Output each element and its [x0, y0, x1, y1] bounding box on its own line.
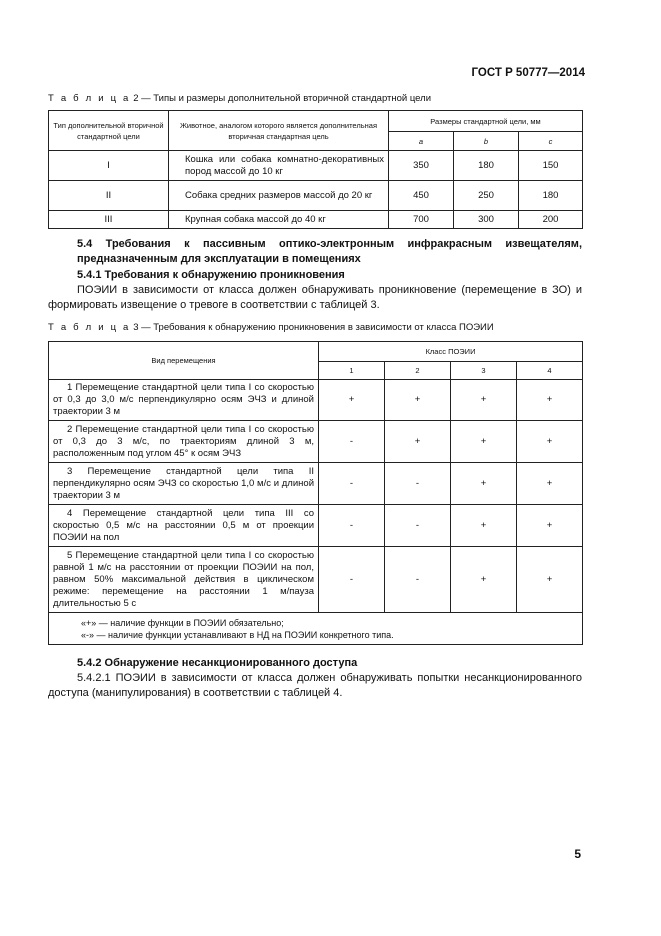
table2-cell-b: 300	[454, 211, 519, 229]
standard-number: ГОСТ Р 50777—2014	[471, 67, 585, 79]
table3-cell-class-2: +	[385, 421, 451, 463]
table2-cell-a: 350	[389, 151, 454, 181]
table2-cell-type: II	[49, 181, 169, 211]
table2-caption-text: — Типы и размеры дополнительной вторичной стандартной цели	[138, 93, 432, 104]
table3-header-class-4: 4	[517, 362, 583, 380]
table-row	[49, 380, 583, 421]
section-5-4-2-title: 5.4.2 Обнаружение несанкционированного доступа	[77, 657, 358, 669]
table2-cell-b: 180	[454, 151, 519, 181]
table3-cell-class-1: -	[319, 505, 385, 547]
table3	[48, 341, 583, 645]
table3-header-class-3: 3	[451, 362, 517, 380]
table-row	[49, 421, 583, 463]
table3-cell-class-4: +	[517, 421, 583, 463]
table3-cell-class-4: +	[517, 505, 583, 547]
table3-caption	[48, 322, 494, 333]
table-row	[49, 181, 583, 211]
table2-cell-c: 180	[519, 181, 583, 211]
table2-cell-type: III	[49, 211, 169, 229]
section-5-4-2-text: 5.4.2.1 ПОЭИИ в зависимости от класса должен обнаруживать попытки несанкционированного доступа (манипулирования) в соответствии с таблицей 4.	[48, 672, 582, 699]
table3-cell-movement: 1 Перемещение стандартной цели типа I со скоростью от 0,3 до 3,0 м/с перпендикулярно осям ЭЧЗ и длиной траектории 3 м	[49, 380, 319, 421]
table3-cell-class-2: -	[385, 505, 451, 547]
table3-header-class-2: 2	[385, 362, 451, 380]
table3-cell-class-2: -	[385, 463, 451, 505]
table-row	[49, 505, 583, 547]
table2-cell-b: 250	[454, 181, 519, 211]
table3-caption-prefix: Т а б л и ц а	[48, 322, 131, 333]
table3-cell-class-1: +	[319, 380, 385, 421]
table3-note-plus: «+» — наличие функции в ПОЭИИ обязательно;	[81, 617, 284, 628]
section-5-4-1-text: ПОЭИИ в зависимости от класса должен обнаруживать проникновение (перемещение в ЗО) и формировать извещение о тревоге в соответствии с таблицей 3.	[48, 284, 582, 311]
table3-cell-class-4: +	[517, 380, 583, 421]
page-number: 5	[574, 847, 581, 861]
table3-caption-text: — Требования к обнаружению проникновения в зависимости от класса ПОЭИИ	[138, 322, 494, 333]
table2-cell-c: 200	[519, 211, 583, 229]
table2-caption-number: 2	[133, 93, 139, 104]
table3-header-class-1: 1	[319, 362, 385, 380]
table2-cell-c: 150	[519, 151, 583, 181]
table3-cell-class-2: +	[385, 380, 451, 421]
table3-cell-class-1: -	[319, 421, 385, 463]
table2-cell-type: I	[49, 151, 169, 181]
table2-cell-animal: Кошка или собака комнатно-декоративных пород массой до 10 кг	[169, 151, 389, 181]
table2-caption-prefix: Т а б л и ц а	[48, 93, 131, 104]
table2-header-animal: Животное, аналогом которого является дополнительная вторичная стандартная цель	[169, 111, 389, 151]
table3-cell-movement: 2 Перемещение стандартной цели типа I со скоростью от 0,3 до 3 м/с, по траекториям длиной 3 м, расположенным под углом 45° к осям ЭЧЗ	[49, 421, 319, 463]
table2-cell-a: 700	[389, 211, 454, 229]
table3-cell-movement: 4 Перемещение стандартной цели типа III со скоростью 0,5 м/с на расстоянии 0,5 м от проекции ПОЭИИ на пол	[49, 505, 319, 547]
table2-cell-animal: Крупная собака массой до 40 кг	[169, 211, 389, 229]
table2	[48, 110, 583, 229]
table2-header-b: b	[454, 132, 519, 151]
table2-cell-animal: Собака средних размеров массой до 20 кг	[169, 181, 389, 211]
table2-cell-a: 450	[389, 181, 454, 211]
table3-cell-class-1: -	[319, 463, 385, 505]
table3-header-movement: Вид перемещения	[49, 342, 319, 380]
table-row	[49, 211, 583, 229]
table-row	[49, 463, 583, 505]
table3-header-class: Класс ПОЭИИ	[319, 342, 583, 362]
table3-cell-class-2: -	[385, 547, 451, 613]
table2-header-sizes: Размеры стандартной цели, мм	[389, 111, 583, 132]
table3-cell-movement: 5 Перемещение стандартной цели типа I со скоростью равной 1 м/с на расстоянии от проекции ПОЭИИ на пол, равном 50% максимальной действия в циклическом режиме: перемещение на расстоянии 1 м/пауза длительностью 5 с	[49, 547, 319, 613]
section-5-4-title: 5.4 Требования к пассивным оптико-электронным инфракрасным извещателям, предназначенным для эксплуатации в помещениях	[77, 238, 582, 265]
table2-caption	[48, 93, 431, 104]
table3-cell-class-3: +	[451, 421, 517, 463]
table3-cell-class-4: +	[517, 463, 583, 505]
table3-notes-row	[49, 613, 583, 645]
table3-caption-number: 3	[133, 322, 139, 333]
table3-note-minus: «-» — наличие функции устанавливают в НД на ПОЭИИ конкретного типа.	[81, 629, 394, 640]
table-row	[49, 151, 583, 181]
table3-cell-class-3: +	[451, 505, 517, 547]
table3-cell-class-4: +	[517, 547, 583, 613]
table-row	[49, 547, 583, 613]
table2-header-c: c	[519, 132, 583, 151]
section-5-4-1-title: 5.4.1 Требования к обнаружению проникновения	[77, 269, 345, 281]
table2-header-type: Тип дополнительной вторичной стандартной цели	[49, 111, 169, 151]
table3-cell-movement: 3 Перемещение стандартной цели типа II перпендикулярно осям ЭЧЗ со скоростью 1,0 м/с и длиной траектории 3 м	[49, 463, 319, 505]
table3-cell-class-3: +	[451, 380, 517, 421]
table3-cell-class-3: +	[451, 547, 517, 613]
table3-cell-class-1: -	[319, 547, 385, 613]
table2-header-a: a	[389, 132, 454, 151]
table3-cell-class-3: +	[451, 463, 517, 505]
